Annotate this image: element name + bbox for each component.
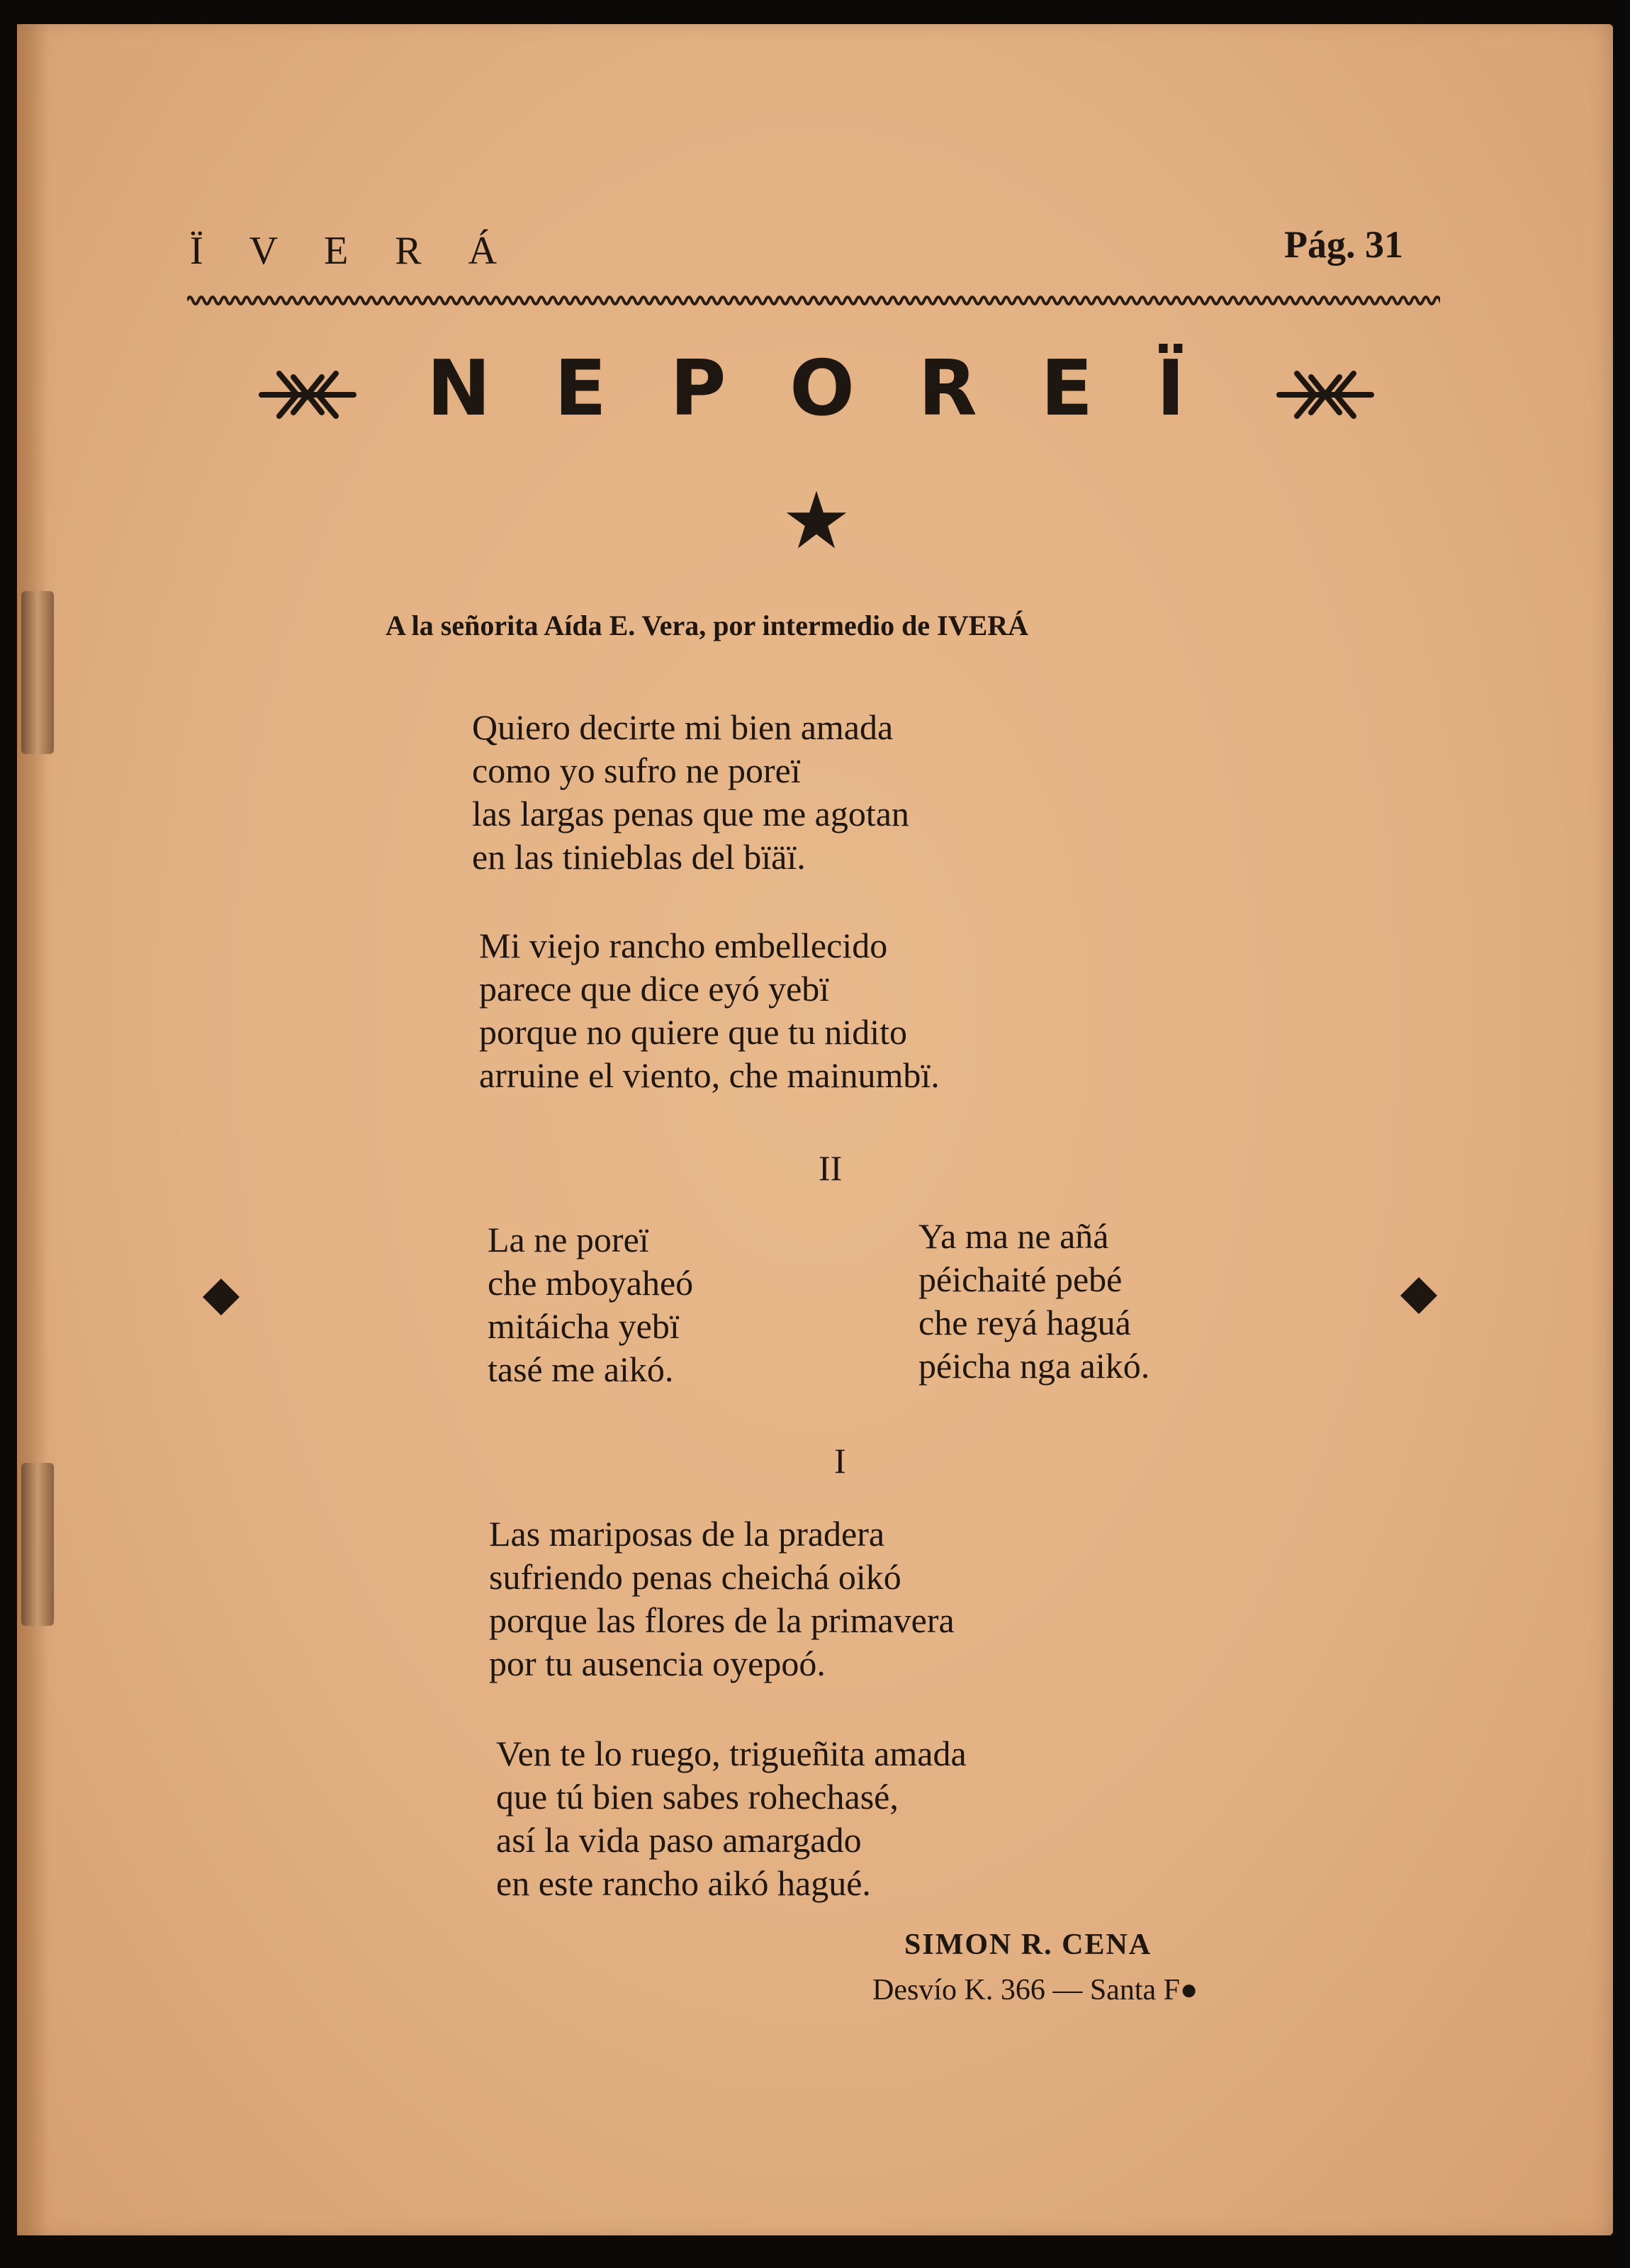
header-title: Ï V E R Á: [190, 229, 516, 273]
document-page: [17, 24, 1613, 2235]
verse-line: por tu ausencia oyepoó.: [489, 1644, 826, 1683]
verse-line: La ne poreï: [488, 1220, 649, 1259]
verse-line: che reyá haguá: [918, 1303, 1131, 1342]
author-location: Desvío K. 366 — Santa F●: [872, 1974, 1198, 2006]
verse-line: Ya ma ne añá: [918, 1216, 1109, 1256]
verse-line: arruine el viento, che mainumbï.: [479, 1055, 940, 1095]
right-flourish-ornament: [1276, 363, 1375, 427]
stanza-3: [488, 1218, 693, 1391]
verse-line: péicha nga aikó.: [918, 1346, 1150, 1386]
verse-line: porque no quiere que tu nidito: [479, 1012, 908, 1052]
verse-line: tasé me aikó.: [488, 1349, 674, 1389]
verse-line: como yo sufro ne poreï: [472, 751, 801, 790]
verse-line: porque las flores de la primavera: [489, 1600, 955, 1640]
verse-line: que tú bien sabes rohechasé,: [496, 1777, 899, 1817]
staple-bottom: [21, 1463, 54, 1626]
verse-line: sufriendo penas cheichá oikó: [489, 1557, 901, 1597]
verse-line: Quiero decirte mi bien amada: [472, 707, 894, 747]
verse-line: las largas penas que me agotan: [472, 794, 909, 833]
star-icon: [785, 488, 848, 552]
section-numeral-ii: II: [819, 1148, 843, 1188]
header-page-number: Pág. 31: [1284, 223, 1403, 266]
verse-line: en las tinieblas del bïäï.: [472, 837, 806, 877]
verse-line: parece que dice eyó yebï: [479, 969, 830, 1009]
stanza-5: [489, 1512, 955, 1685]
verse-line: Las mariposas de la pradera: [489, 1514, 885, 1554]
verse-line: Ven te lo ruego, trigueñita amada: [496, 1734, 967, 1773]
verse-line: péichaité pebé: [918, 1259, 1123, 1299]
section-numeral-i: I: [834, 1441, 846, 1481]
stanza-6: [496, 1732, 967, 1905]
poem-title: N E P O R E Ï: [427, 344, 1203, 433]
left-diamond-icon: [201, 1277, 241, 1317]
stanza-2: [479, 924, 940, 1097]
wavy-rule-divider: [187, 292, 1440, 309]
verse-line: mitáicha yebï: [488, 1306, 680, 1346]
verse-line: Mi viejo rancho embellecido: [479, 926, 888, 965]
author-signature: SIMON R. CENA: [904, 1929, 1152, 1961]
verse-line: en este rancho aikó hagué.: [496, 1863, 871, 1903]
stanza-4: [918, 1215, 1150, 1388]
stanza-1: [472, 706, 909, 879]
verse-line: así la vida paso amargado: [496, 1820, 862, 1860]
right-diamond-icon: [1399, 1276, 1439, 1315]
staple-top: [21, 591, 54, 754]
verse-line: che mboyaheó: [488, 1263, 694, 1303]
dedication-line: A la señorita Aída E. Vera, por intermedio de IVERÁ: [386, 610, 1029, 641]
